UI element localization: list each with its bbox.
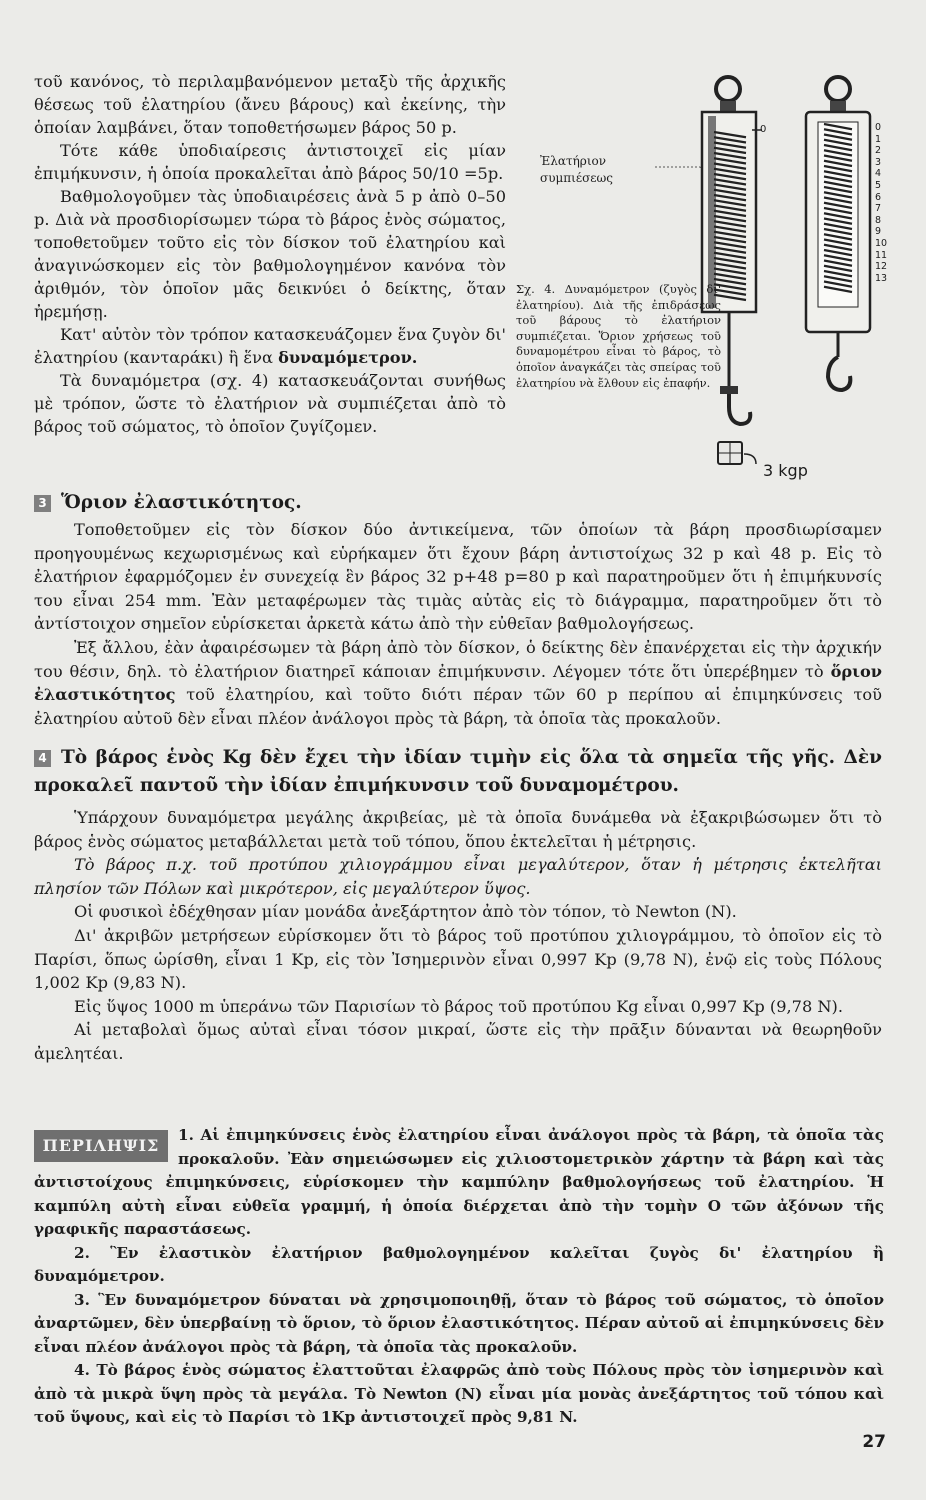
section-3-paragraph-1: Τοποθετοῦμεν εἰς τὸν δίσκον δύο ἀντικείμενα, τῶν ὁποίων τὰ βάρη προσδιωρίσαμεν προηγουμένως κεχωρισμένως καὶ εὑρήκαμεν ὅτι ἔχουν βάρη ἀντιστοίχως 32 p καὶ 48 p. Εἰς τὸ ἐλατήριον ἐφαρμόζομεν ἐν συνεχείᾳ ἓν βάρος 32 p+48 p=80 p καὶ παρατηροῦμεν ὅτι ἡ ἐπιμήκυνσίς του εἶναι 254 mm. Ἐὰν μεταφέρωμεν τὰς τιμὰς αὐτὰς εἰς τὸ διάγραμμα, παρατηροῦμεν ὅτι τὸ ἀντίστοιχον σημεῖον εὑρίσκεται ἀρκετὰ κάτω ἀπὸ τὴν εὐθεῖαν βαθμολογήσεως.: [34, 520, 882, 634]
intro-paragraph-5: Τὰ δυναμόμετρα (σχ. 4) κατασκευάζονται συνήθως μὲ τρόπον, ὥστε τὸ ἐλατήριον νὰ συμπιέζεται ἀπὸ τὸ βάρος τοῦ σώματος, τὸ ὁποῖον ζυγίζομεν.: [34, 371, 506, 436]
intro-paragraph-1: τοῦ κανόνος, τὸ περιλαμβανόμενον μεταξὺ τῆς ἀρχικῆς θέσεως τοῦ ἐλατηρίου (ἄνευ βάρους) καὶ ἐκείνης, τὴν ὁποίαν λαμβάνει, ὅταν τοποθετήσωμεν βάρος 50 p.: [34, 72, 506, 137]
scale-number: 13: [875, 272, 888, 284]
section-4-paragraph-4: Δι' ἀκριβῶν μετρήσεων εὑρίσκομεν ὅτι τὸ βάρος τοῦ προτύπου χιλιογράμμου, τὸ ὁποῖον εἰς τὸ Παρίσι, ὅπως ὡρίσθη, εἶναι 1 Kp, εἰς τὸν Ἰσημερινὸν εἶναι 0,997 Kp (9,78 N), ἐνῷ εἰς τοὺς Πόλους 1,002 Kp (9,83 N).: [34, 925, 882, 993]
top-ring-icon-right: [826, 77, 850, 101]
intro-paragraph-2: Τότε κάθε ὑποδιαίρεσις ἀντιστοιχεῖ εἰς μίαν ἐπιμήκυνσιν, ἡ ὁποία προκαλεῖται ἀπὸ βάρος 50/10 =5p.: [34, 141, 506, 183]
section-3-heading: [34, 492, 302, 513]
summary-badge: ΠΕΡΙΛΗΨΙΣ: [34, 1130, 168, 1162]
section-3-body: [34, 518, 882, 730]
scale-number: 10: [875, 238, 888, 249]
scale-number: 8: [875, 214, 882, 226]
intro-column: [34, 70, 506, 438]
intro-paragraph-4-text: Κατ' αὐτὸν τὸν τρόπον κατασκευάζομεν ἕνα ζυγὸν δι' ἐλατηρίου (κανταράκι) ἢ ἕνα: [34, 325, 506, 367]
scale-number: 11: [875, 249, 888, 261]
section-4-paragraph-5: Εἰς ὕψος 1000 m ὑπεράνω τῶν Παρισίων τὸ βάρος τοῦ προτύπου Kg εἶναι 0,997 Kp (9,78 N).: [74, 996, 844, 1016]
summary-item-3: 3. Ἓν δυναμόμετρον δύναται νὰ χρησιμοποιηθῇ, ὅταν τὸ βάρος τοῦ σώματος, τὸ ὁποῖον ἀναρτῶμεν, δὲν ὑπερβαίνῃ τὸ ὅριον, τὸ ὅριον ἐλαστικότητος. Πέραν αὐτοῦ αἱ ἐπιμηκύνσεις δὲν εἶναι πλέον ἀνάλογοι πρὸς τὰ βάρη, τὰ ὁποῖα τὰς προκαλοῦν.: [34, 1290, 884, 1356]
dynamometer-outer-view: [702, 77, 762, 464]
scale-number: 4: [875, 168, 882, 180]
section-3-paragraph-2-end: τοῦ ἐλατηρίου, καὶ τοῦτο διότι πέραν τῶν 60 p περίπου αἱ ἐπιμηκύνσεις τοῦ ἐλατηρίου αὐτοῦ δὲν εἶναι πλέον ἀνάλογοι πρὸς τὰ βάρη, τὰ ὁποῖα τὰς προκαλοῦν.: [34, 685, 883, 728]
scale-number: 9: [875, 226, 882, 238]
dynamometer-scale-view: [806, 77, 870, 390]
scale-number: 5: [875, 180, 882, 191]
scale-number: 1: [875, 133, 882, 145]
figure-caption: Σχ. 4. Δυναμόμετρον (ζυγὸς δι' ἐλατηρίου). Διὰ τῆς ἐπιδράσεως τοῦ βάρους τὸ ἐλατήριον συμπιέζεται. Ὅριον χρήσεως τοῦ δυναμομέτρου εἶναι τὸ βάρος, τὸ ὁποῖον ἀναγκάζει τὰς σπείρας τοῦ ἐλατηρίου νὰ ἔλθουν εἰς ἐπαφήν.: [516, 282, 721, 390]
spring-label: Ἐλατήριον συμπιέσεως: [540, 154, 614, 185]
intro-paragraph-3: Βαθμολογοῦμεν τὰς ὑποδιαιρέσεις ἀνὰ 5 p ἀπὸ 0–50 p. Διὰ νὰ προσδιορίσωμεν τώρα τὸ βάρος ἑνὸς σώματος, τοποθετοῦμεν τοῦτο εἰς τὸν δίσκον τοῦ ἐλατηρίου καὶ ἀναγινώσκομεν εἰς τὸν βαθμολογημένον κανόνα τὸν ἀριθμόν, τὸν ὁποῖον μᾶς δεικνύει ὁ δείκτης, ὅταν ἠρεμήσῃ.: [34, 187, 506, 321]
page-number: 27: [862, 1432, 886, 1452]
section-4-number: 4: [34, 750, 51, 767]
weight-label: 3 kgp: [763, 461, 808, 480]
section-4-paragraph-2: Τὸ βάρος π.χ. τοῦ προτύπου χιλιογράμμου εἶναι μεγαλύτερον, ὅταν ἡ μέτρησις ἐκτελῆται πλησίον τῶν Πόλων καὶ μικρότερον, εἰς μεγαλύτερον ὕψος.: [34, 855, 882, 898]
hook-icon-right: [828, 357, 850, 390]
summary-item-4: 4. Τὸ βάρος ἑνὸς σώματος ἐλαττοῦται ἐλαφρῶς ἀπὸ τοὺς Πόλους πρὸς τὸν ἰσημερινὸν καὶ ἀπὸ τὰ μικρὰ ὕψη πρὸς τὰ μεγάλα. Τὸ Newton (N) εἶναι μία μονὰς ἀνεξάρτητος τοῦ τόπου καὶ τοῦ ὕψους, καὶ εἰς τὸ Παρίσι τὸ 1Kp ἀντιστοιχεῖ πρὸς 9,81 N.: [34, 1361, 884, 1426]
scale-number: 12: [875, 261, 888, 273]
summary-item-2: 2. Ἓν ἐλαστικὸν ἐλατήριον βαθμολογημένον καλεῖται ζυγὸς δι' ἐλατηρίου ἢ δυναμόμετρον.: [34, 1243, 884, 1285]
scale-number: 2: [875, 145, 882, 157]
zero-mark: 0: [760, 124, 767, 135]
section-3-paragraph-2-text: Ἐξ ἄλλου, ἐὰν ἀφαιρέσωμεν τὰ βάρη ἀπὸ τὸν δίσκον, ὁ δείκτης δὲν ἐπανέρχεται εἰς τὴν ἀρχικήν του θέσιν, δηλ. τὸ ἐλατήριον διατηρεῖ κάποιαν ἐπιμήκυνσιν. Λέγομεν τότε ὅτι ὑπερέβημεν τὸ: [34, 637, 882, 681]
elastic-limit-term: ὅριον ἐλαστικότητος: [34, 661, 882, 705]
section-3-title: Ὅριον ἐλαστικότητος.: [61, 492, 302, 513]
section-4-title: Τὸ βάρος ἑνὸς Kg δὲν ἔχει τὴν ἰδίαν τιμὴν εἰς ὅλα τὰ σημεῖα τῆς γῆς. Δὲν προκαλεῖ παντοῦ τὴν ἰδίαν ἐπιμήκυνσιν τοῦ δυναμομέτρου.: [34, 747, 882, 796]
section-4-heading: [34, 744, 882, 800]
intro-paragraph-4: [34, 323, 506, 369]
dynamometer-term: δυναμόμετρον.: [278, 348, 418, 367]
scale-number: 3: [875, 156, 882, 168]
section-3-number: 3: [34, 495, 51, 512]
top-ring-icon: [716, 77, 740, 101]
hook-icon: [729, 394, 750, 424]
section-4-paragraph-1: Ὑπάρχουν δυναμόμετρα μεγάλης ἀκριβείας, μὲ τὰ ὁποῖα δυνάμεθα νὰ ἐξακριβώσωμεν ὅτι τὸ βάρος ἑνὸς σώματος μεταβάλλεται μετὰ τοῦ τόπου, ὅπου ἐκτελεῖται ἡ μέτρησις.: [34, 808, 882, 851]
section-4-paragraph-6: Αἱ μεταβολαὶ ὅμως αὐταὶ εἶναι τόσον μικραί, ὥστε εἰς τὴν πρᾶξιν δύνανται νὰ θεωρηθοῦν ἀμελητέαι.: [34, 1020, 882, 1063]
scale-number: 6: [875, 191, 882, 203]
section-4-paragraph-3: Οἱ φυσικοὶ ἐδέχθησαν μίαν μονάδα ἀνεξάρτητον ἀπὸ τὸν τόπον, τὸ Newton (N).: [74, 902, 737, 922]
scale-number: 0: [875, 122, 882, 133]
summary-block: [34, 1124, 884, 1430]
section-4-body: [34, 806, 882, 1066]
summary-item-1: 1. Αἱ ἐπιμηκύνσεις ἑνὸς ἐλατηρίου εἶναι ἀνάλογοι πρὸς τὰ βάρη, τὰ ὁποῖα τὰς προκαλοῦν. Ἐὰν σημειώσωμεν εἰς χιλιοστομετρικὸν χάρτην τὰ βάρη καὶ τὰς ἀντιστοίχους ἐπιμηκύνσεις, εὑρίσκομεν τὴν καμπύλην βαθμολογήσεως τοῦ ἐλατηρίου. Ἡ καμπύλη αὐτὴ εἶναι εὐθεῖα γραμμή, ἡ ὁποία διέρχεται ἀπὸ τὴν τομὴν O τῶν ἀξόνων τῆς γραφικῆς παραστάσεως.: [34, 1126, 884, 1238]
scale-number: 7: [875, 203, 882, 215]
section-3-paragraph-2: [34, 636, 882, 730]
